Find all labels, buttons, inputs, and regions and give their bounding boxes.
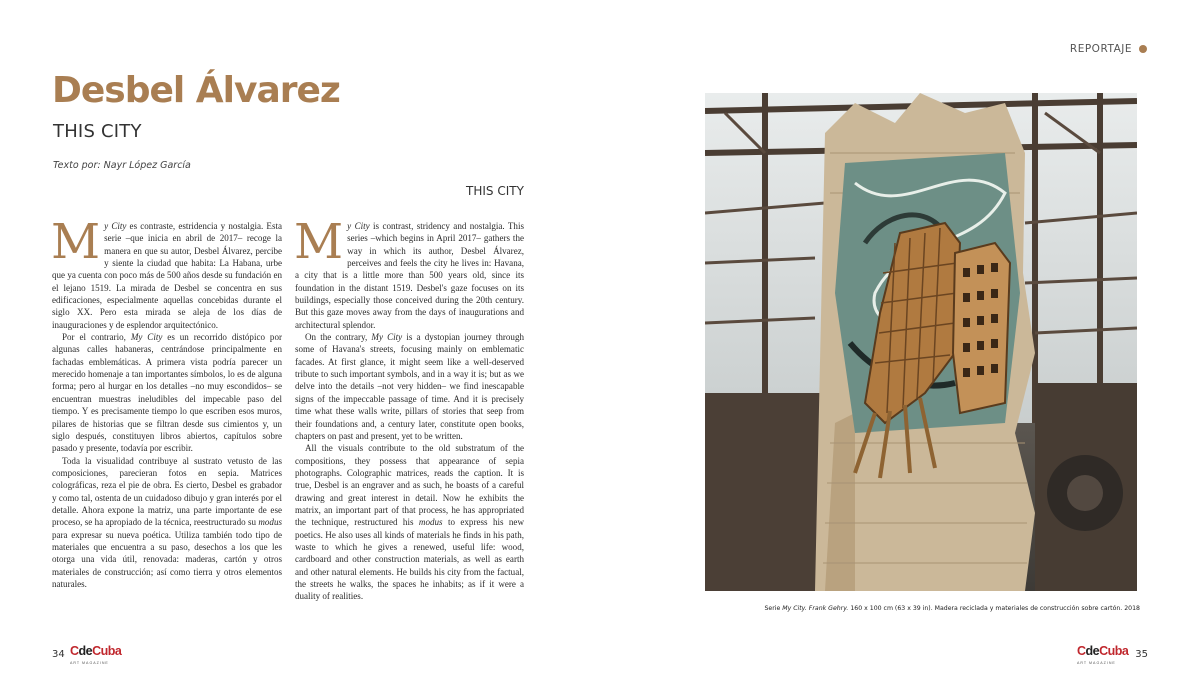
logo-tagline: ART MAGAZINE: [1077, 661, 1116, 665]
english-p3-a: All the visuals contribute to the old substratum of the compositions, they possess that appearance of sepia photographs. Colographic matrices, reads the caption. It is true, Desbel is an engraver and as such, he boasts of a careful drawing and great interest in detail. Now he exhibits the matrix, an important part of that process, he has appropriated the technique, restructured his: [295, 443, 524, 528]
english-p2-em: My City: [371, 332, 403, 343]
page-number-right: 35: [1135, 649, 1148, 660]
section-label: REPORTAJE: [1069, 43, 1132, 55]
artwork-photo-illustration: [705, 93, 1137, 591]
english-paragraph-2: [295, 331, 524, 442]
logo-cuba: Cuba: [1099, 644, 1129, 658]
english-p2-a: On the contrary,: [305, 332, 372, 343]
spanish-p2-b: es un recorrido distópico por algunas calles habaneras, centrándose principalmente en fachadas emblemáticas. A primera vista podría parecer un merecido homenaje a tan importantes símbolos, lo es de alguna forma; pero al hurgar en los detalles –no muy escondidos– se encuentran muestras ineludibles del impecable paso del tiempo. Y es precisamente tiempo lo que escriben esos muros, pilares de historias que se filtran desde sus cimientos y, un siglo después, constituyen libros abiertos, capítulos sobre pasado y presente, todavía por escribir.: [52, 332, 282, 454]
spanish-p2-em: My City: [130, 332, 163, 343]
spanish-dropcap: M: [51, 214, 101, 270]
byline-prefix: Texto por:: [53, 160, 101, 171]
english-title-em: y City: [347, 221, 370, 231]
article-title: Desbel Álvarez: [52, 70, 340, 111]
spanish-p2-a: Por el contrario,: [62, 332, 131, 343]
caption-details: 160 x 100 cm (63 x 39 in). Madera reciclada y materiales de construcción sobre cartón. 2018: [848, 605, 1140, 612]
spanish-p3-em: modus: [258, 517, 282, 528]
circle-dot-icon: [1139, 45, 1147, 53]
byline-author: Nayr López García: [103, 160, 191, 171]
spanish-title-em: y City: [104, 221, 127, 231]
english-paragraph-3: [295, 442, 524, 602]
logo-c: C: [1077, 644, 1086, 658]
caption-prefix: Serie: [764, 605, 783, 612]
artwork-photo: [705, 93, 1137, 591]
english-p3-em: modus: [418, 517, 443, 528]
caption-series: My City. Frank Gehry.: [782, 605, 849, 612]
english-column: [294, 214, 524, 603]
logo-tagline: ART MAGAZINE: [70, 661, 109, 665]
english-p2-b: is a dystopian journey through some of Havana's streets, focusing mainly on emblematic facades. At first glance, it might seem like a well-deserved tribute to such important symbols, and in a way it is; but as we delve into the details –not very hidden– we find inescapable signs of the impeccable passage of time. And it is precisely time what these walls write, pillars of stories that seep from their foundations and, a century later, constitute open books, chapters on past and present, yet to be written.: [295, 332, 524, 441]
spanish-column: [51, 214, 282, 590]
english-p1-text: is contrast, stridency and nostalgia. This series –which begins in April 2017– gathers the way in which its author, Desbel Álvarez, perceives and feels the city he lives in: Havana, a city that is a little more than 500 years old, since its foundation in the distant 1519. Desbel's gaze focuses on its buildings, especially those conceived during the 20th century. But this gaze moves away from the days of inaugurations and architectural splendor.: [295, 221, 524, 330]
spanish-paragraph-1: [51, 214, 282, 331]
page-number-left: 34: [52, 649, 65, 660]
logo-cuba: Cuba: [92, 644, 122, 658]
logo-c: C: [70, 644, 79, 658]
spanish-p1-text: es contraste, estridencia y nostalgia. Esta serie –que inicia en abril de 2017– recoge la manera en que su autor, Desbel Álvarez, percibe y siente la ciudad que habita: La Habana, urbe que ya cuenta con poco más de 500 años desde su fundación en el lejano 1519. La mirada de Desbel se concentra en sus edificaciones, especialmente aquellas concebidas durante el siglo XX. Pero esta mirada se aleja de los días de inauguraciones y de esplendor arquitectónico.: [52, 221, 282, 330]
spanish-paragraph-3: [52, 455, 282, 591]
spanish-p3-a: Toda la visualidad contribuye al sustrato vetusto de las composiciones, parecieran fotos en sepia. Matrices colográficas, reza el pie de obra. Es cierto, Desbel es grabador y como tal, ostenta de un cuidadoso dibujo y gran interés por el detalle. Ahora expone la matriz, una parte importante de ese proceso, se ha apropiado de la técnica, reestructurado su: [52, 455, 282, 528]
logo-de: de: [78, 644, 93, 658]
english-dropcap: M: [294, 214, 344, 270]
section-tag: [1070, 43, 1147, 55]
logo-de: de: [1085, 644, 1100, 658]
english-p3-b: to express his new poetics. He also uses all kinds of materials he finds in his path, waste to which he gives a renewed, useful life: wood, cardboard and other construction materials, as well as earth and other natural elements. He builds his city from the factual, the streets he walks, the spaces he inhabits; as if it were a duality of realities.: [295, 517, 524, 602]
article-subtitle: THIS CITY: [53, 121, 142, 142]
english-heading: THIS CITY: [466, 184, 524, 198]
magazine-logo-left: [70, 646, 121, 669]
spanish-paragraph-2: [52, 331, 282, 454]
magazine-logo-right: [1077, 646, 1128, 669]
spanish-p3-b: para expresar su nueva poética. Utiliza también todo tipo de materiales que encuentra a su paso, desechos a los que les otorga una vida útil, renovada: maderas, cartón y otros materiales de construcción; así como tierra y otros elementos naturales.: [52, 529, 282, 589]
photo-caption: [705, 605, 1140, 612]
english-paragraph-1: [294, 214, 524, 331]
byline: [53, 160, 191, 171]
